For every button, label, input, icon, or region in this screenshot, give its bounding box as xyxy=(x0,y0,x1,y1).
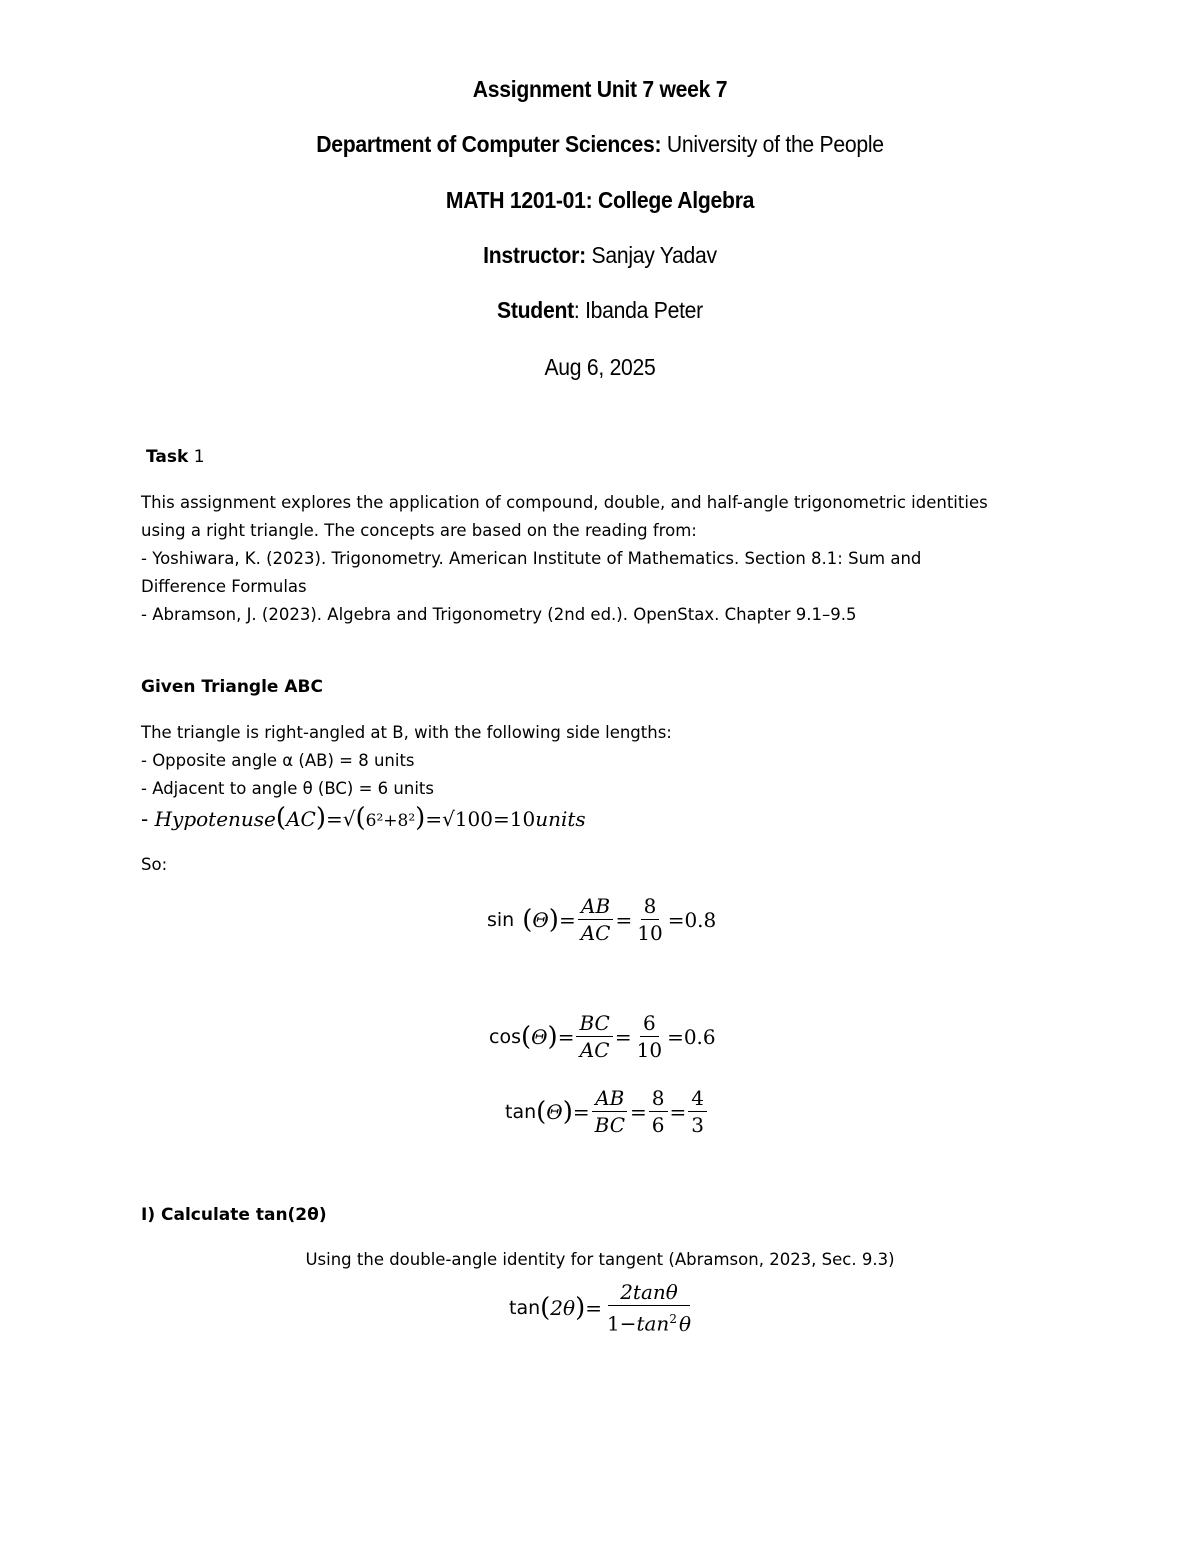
cos-ratio-fraction: $\frac{BC}{AC}$ xyxy=(576,1010,612,1063)
triangle-desc-line: The triangle is right-angled at B, with the following side lengths: xyxy=(141,723,672,742)
cos-result: =0.6 xyxy=(667,1024,716,1049)
section-i-heading: I) Calculate tan(2θ) xyxy=(141,1205,327,1225)
instructor-line xyxy=(48,242,1152,269)
triangle-description xyxy=(141,719,1081,837)
double-angle-note: Using the double-angle identity for tangent (Abramson, 2023, Sec. 9.3) xyxy=(305,1250,895,1269)
hyp-inner: 6²+8² xyxy=(365,811,416,831)
task1-heading xyxy=(146,447,205,467)
assignment-title: Assignment Unit 7 week 7 xyxy=(472,76,728,102)
hyp-ac: AC xyxy=(286,807,316,831)
tan-2theta-function: tan xyxy=(509,1296,541,1319)
hyp-units: units xyxy=(535,807,586,831)
student-label: Student xyxy=(497,297,574,323)
tan-ratio-fraction: $\frac{AB}{BC}$ xyxy=(592,1085,628,1138)
date-line: Aug 6, 2025 xyxy=(544,354,656,380)
double-angle-fraction: $\frac{2\tan\theta}{1-\tan^2 \theta}$ xyxy=(606,1280,691,1336)
instructor-label: Instructor: xyxy=(483,242,586,268)
cos-equation: cos ( Θ ) = $\frac{BC}{AC}$ = $\frac{6}{10}$ =0.6 xyxy=(489,1011,716,1062)
hypotenuse-line: - Hypotenuse(AC)=√(6²+8²)=√100=10units xyxy=(141,803,586,833)
student-line xyxy=(48,297,1152,324)
tan-simplified-fraction: $\frac{4}{3}$ xyxy=(688,1085,707,1138)
tan-value-fraction: $\frac{8}{6}$ xyxy=(649,1085,668,1138)
sin-equation: sin ( Θ ) = $\frac{AB}{AC}$ = $\frac{8}{10}$ =0.8 xyxy=(487,894,717,945)
department-label: Department of Computer Sciences: xyxy=(316,131,662,157)
instructor-value: Sanjay Yadav xyxy=(591,242,717,268)
sin-ratio-fraction: $\frac{AB}{AC}$ xyxy=(578,893,614,946)
reference-1-line-2: Difference Formulas xyxy=(141,577,307,596)
tan-equation: tan ( Θ ) = $\frac{AB}{BC}$ = $\frac{8}{6}$ = $\frac{4}{3}$ xyxy=(505,1085,709,1138)
course-title: MATH 1201-01: College Algebra xyxy=(445,187,755,213)
adjacent-side-line: - Adjacent to angle θ (BC) = 6 units xyxy=(141,779,434,798)
department-value: University of the People xyxy=(666,131,884,157)
so-label: So: xyxy=(141,855,168,874)
task1-heading-bold: Task xyxy=(146,447,189,467)
tan-double-angle-equation: tan ( 2θ ) = $\frac{2\tan\theta}{1-\tan^2 \theta}$ xyxy=(509,1279,696,1337)
sin-result: =0.8 xyxy=(667,907,717,932)
reference-1-line-1: - Yoshiwara, K. (2023). Trigonometry. American Institute of Mathematics. Section 8.1: Sum and xyxy=(141,549,922,568)
department-line xyxy=(48,131,1152,158)
triangle-heading: Given Triangle ABC xyxy=(141,677,323,697)
intro-line-1: This assignment explores the application of compound, double, and half-angle trigonometric identities xyxy=(141,493,988,512)
hyp-word: Hypotenuse xyxy=(154,807,276,831)
tan-function: tan xyxy=(505,1100,537,1123)
reference-2: - Abramson, J. (2023). Algebra and Trigonometry (2nd ed.). OpenStax. Chapter 9.1–9.5 xyxy=(141,605,857,624)
intro-line-2: using a right triangle. The concepts are based on the reading from: xyxy=(141,521,697,540)
task1-intro xyxy=(141,489,1081,629)
student-value: : Ibanda Peter xyxy=(573,297,703,323)
task1-heading-num: 1 xyxy=(188,447,205,467)
cos-value-fraction: $\frac{6}{10}$ xyxy=(636,1011,663,1062)
sin-value-fraction: $\frac{8}{10}$ xyxy=(637,894,663,945)
cos-function: cos xyxy=(489,1025,521,1048)
sin-function: sin xyxy=(487,908,515,931)
opposite-side-line: - Opposite angle α (AB) = 8 units xyxy=(141,751,415,770)
